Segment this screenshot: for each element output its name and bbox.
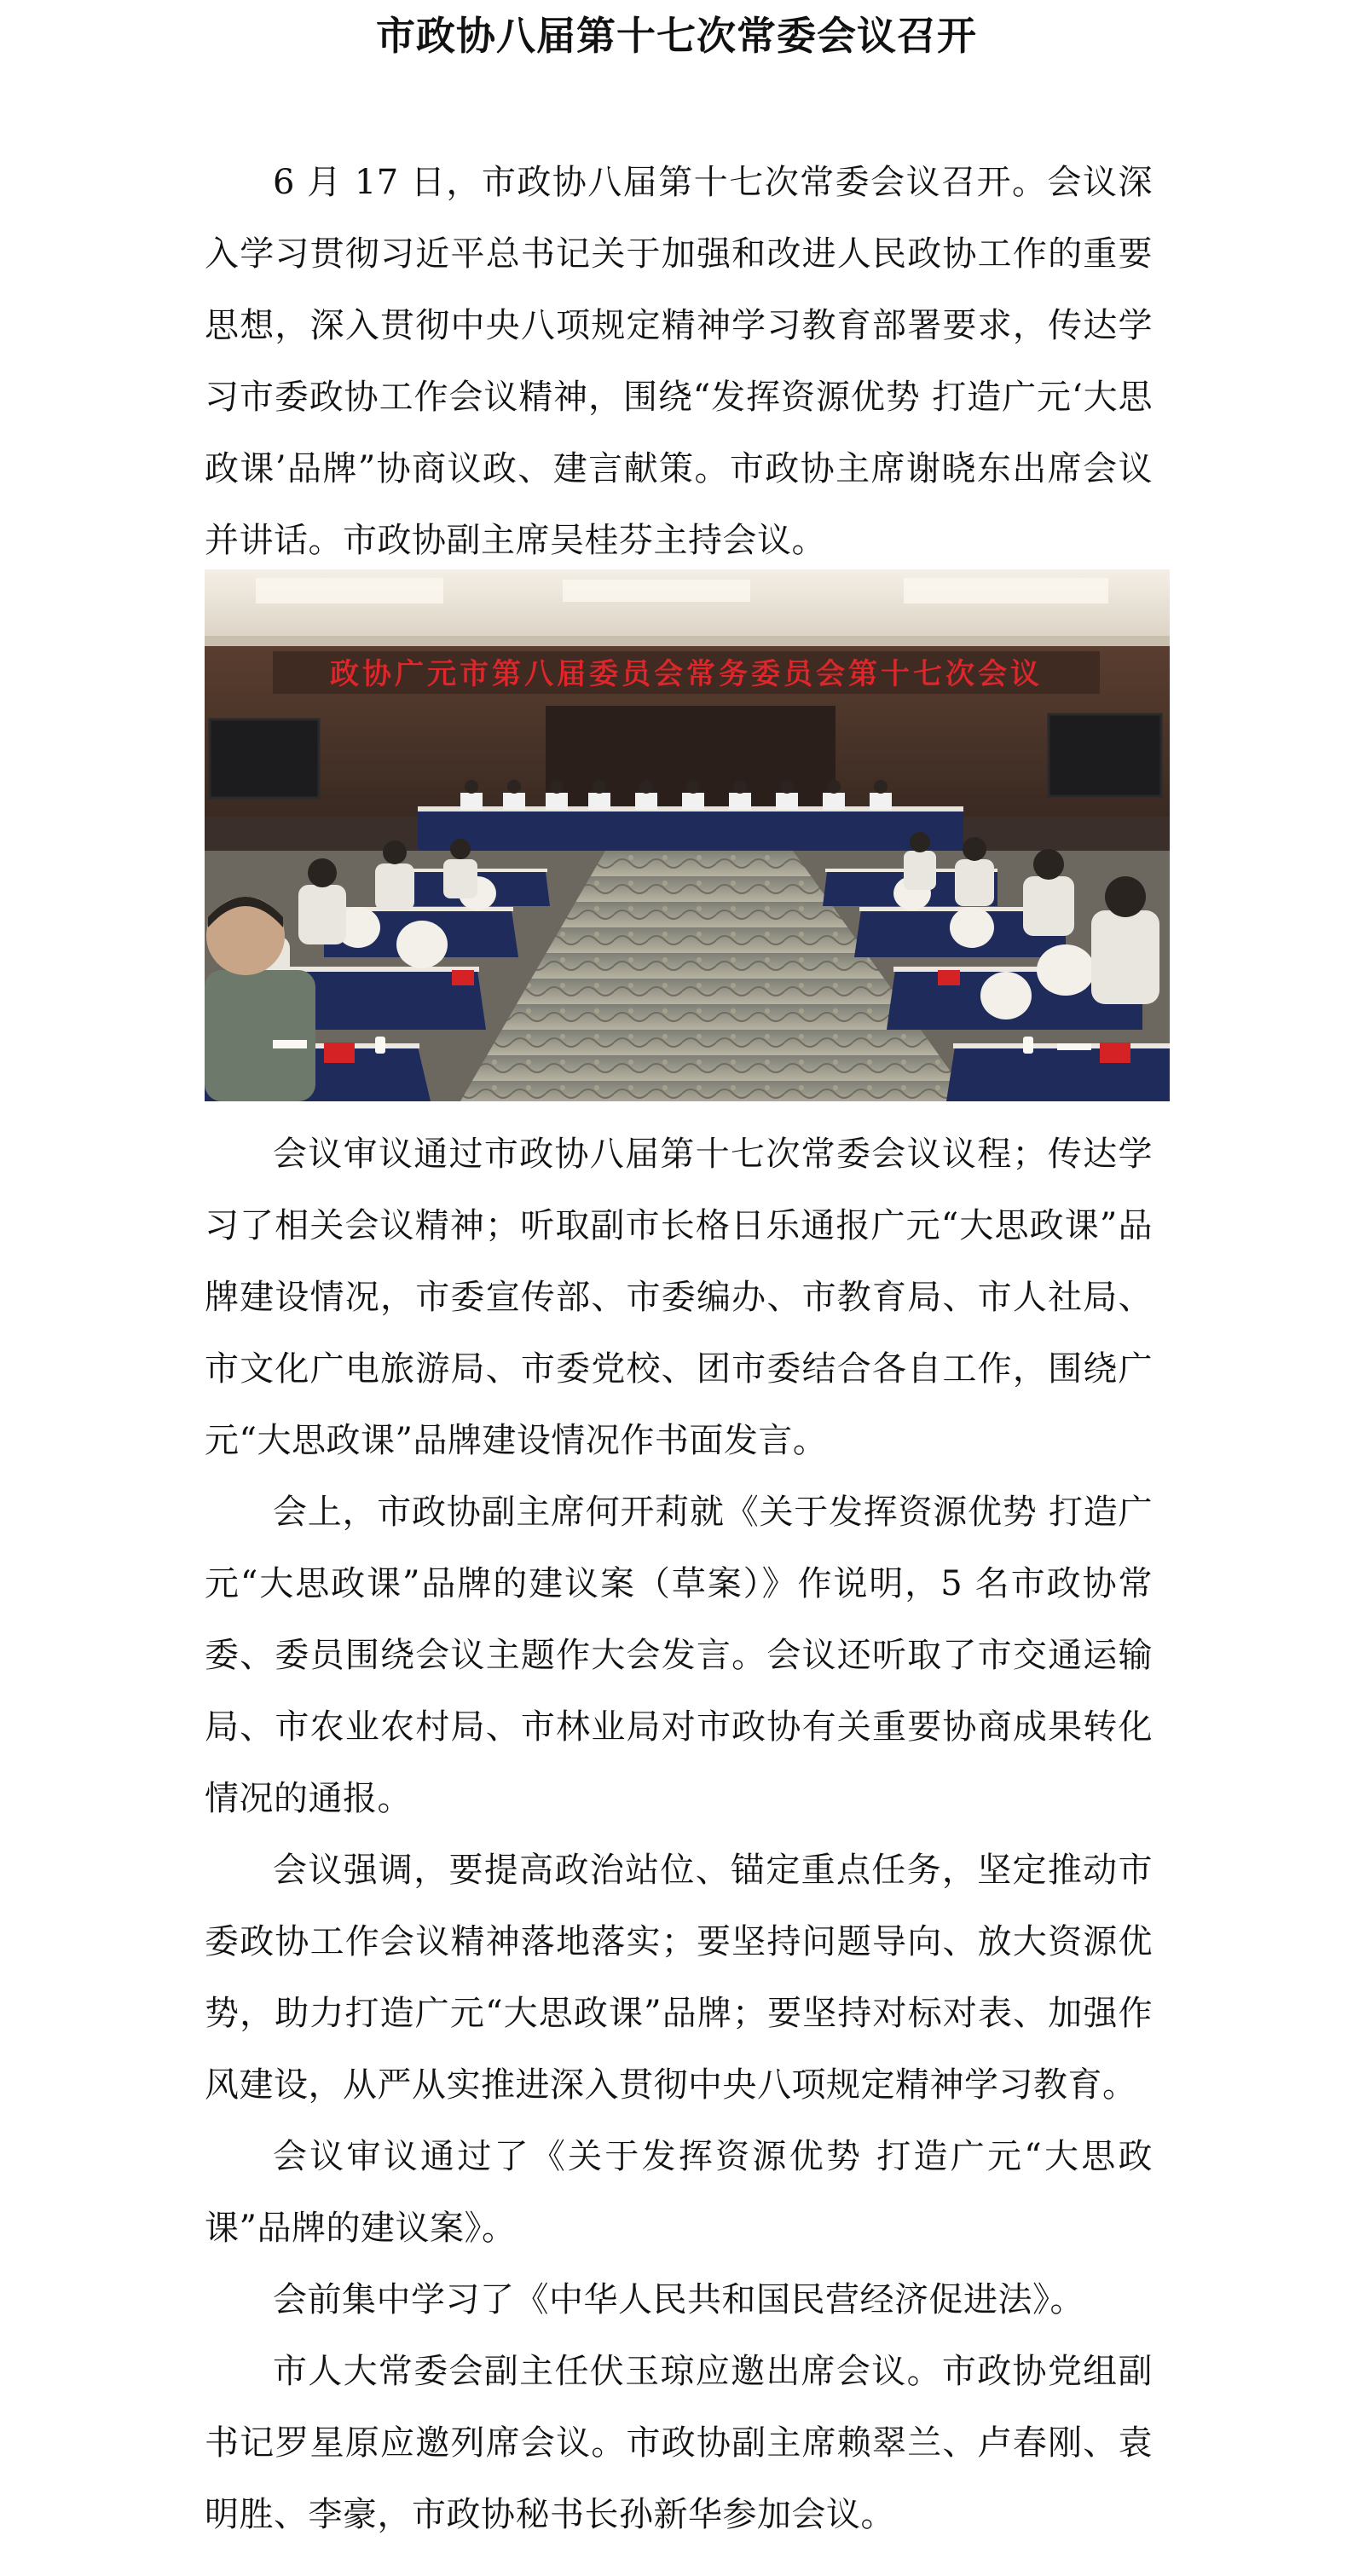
article-title: 市政协八届第十七次常委会议召开 <box>376 13 977 59</box>
banner-text: 政协广元市第八届委员会常务委员会第十七次会议 <box>330 657 1043 691</box>
article-body-top <box>205 147 1153 576</box>
meeting-photo-illustration <box>205 569 1170 1101</box>
paragraph: 市人大常委会副主任伏玉琼应邀出席会议。市政协党组副书记罗星原应邀列席会议。市政协副主席赖翠兰、卢春刚、袁明胜、李豪，市政协秘书长孙新华参加会议。 <box>205 2352 1153 2534</box>
article-body-bottom <box>205 1118 1153 2550</box>
meeting-photo <box>205 569 1170 1101</box>
paragraph: 会议强调，要提高政治站位、锚定重点任务，坚定推动市委政协工作会议精神落地落实；要坚持问题导向、放大资源优势，助力打造广元“大思政课”品牌；要坚持对标对表、加强作风建设，从严从实推进深入贯彻中央八项规定精神学习教育。 <box>205 1851 1153 2105</box>
paragraph: 会前集中学习了《中华人民共和国民营经济促进法》。 <box>273 2280 1084 2319</box>
paragraph: 会上，市政协副主席何开莉就《关于发挥资源优势 打造广元“大思政课”品牌的建议案（草案）》作说明，5 名市政协常委、委员围绕会议主题作大会发言。会议还听取了市交通运输局、市农业农村局、市林业局对市政协有关重要协商成果转化情况的通报。 <box>205 1493 1153 1818</box>
paragraph: 会议审议通过市政协八届第十七次常委会议议程；传达学习了相关会议精神；听取副市长格日乐通报广元“大思政课”品牌建设情况，市委宣传部、市委编办、市教育局、市人社局、市文化广电旅游局、市委党校、团市委结合各自工作，围绕广元“大思政课”品牌建设情况作书面发言。 <box>205 1135 1153 1460</box>
paragraph: 6 月 17 日，市政协八届第十七次常委会议召开。会议深入学习贯彻习近平总书记关于加强和改进人民政协工作的重要思想，深入贯彻中央八项规定精神学习教育部署要求，传达学习市委政协工作会议精神，围绕“发挥资源优势 打造广元‘大思政课’品牌”协商议政、建言献策。市政协主席谢晓东出席会议并讲话。市政协副主席吴桂芬主持会议。 <box>205 163 1153 560</box>
paragraph: 会议审议通过了《关于发挥资源优势 打造广元“大思政课”品牌的建议案》。 <box>205 2137 1153 2248</box>
